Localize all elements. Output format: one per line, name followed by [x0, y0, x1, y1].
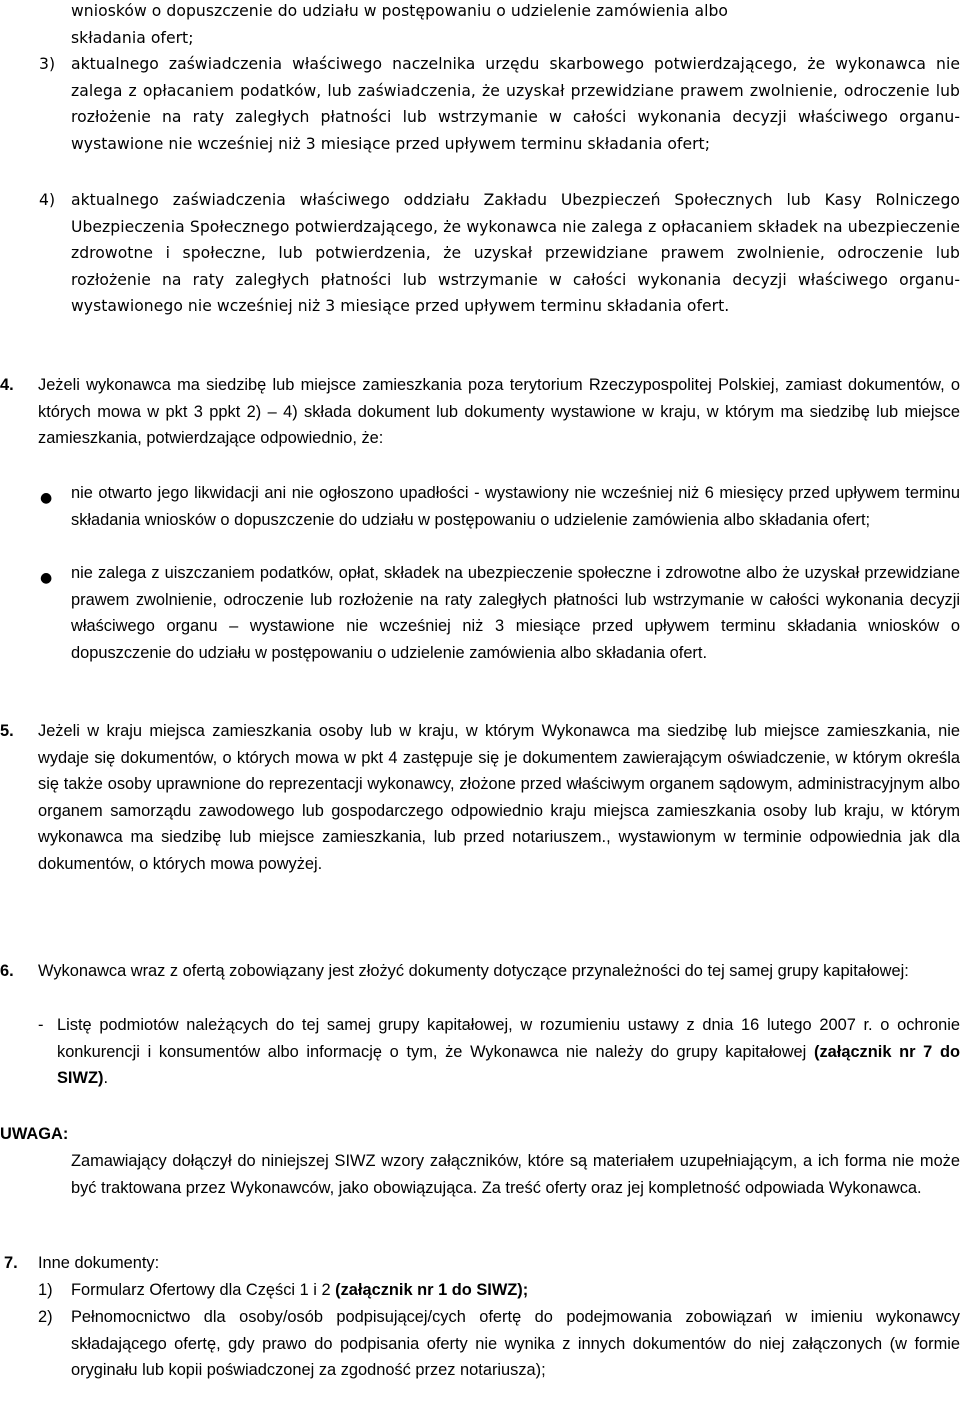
section-6-text: Wykonawca wraz z ofertą zobowiązany jest złożyć dokumenty dotyczące przynależności do tej samej grupy kapitałowej: — [38, 962, 909, 980]
section-6-dash-end: . — [103, 1069, 108, 1088]
section-7-title: Inne dokumenty: — [38, 1254, 160, 1272]
section-6-dash-marker: - — [38, 1016, 44, 1034]
continued-line-1: wniosków o dopuszczenie do udziału w postępowaniu o udzielenie zamówienia albo — [71, 2, 729, 20]
bullet-dot-2: ● — [40, 570, 53, 586]
item-3-text: aktualnego zaświadczenia właściwego naczelnika urzędu skarbowego potwierdzającego, że wykonawca nie zalega z opłacaniem podatków, lub zaświadczenia, że uzyskał przewidziane prawem zwolnienie, odroczenie lub rozłożenie na raty zaległych płatności lub wstrzymanie w całości wykonania decyzji właściwego organu- wystawione nie wcześniej niż 3 miesiące przed upływem terminu składania ofert; — [71, 55, 960, 153]
uwaga-text: Zamawiający dołączył do niniejszej SIWZ wzory załączników, które są materiałem uzupełniającym, a ich forma nie może być traktowana przez Wykonawców, jako obowiązująca. Za treść oferty oraz jej kompletność odpowiada Wykonawca. — [71, 1152, 960, 1197]
section-5-text: Jeżeli w kraju miejsca zamieszkania osoby lub w kraju, w którym Wykonawca ma siedzibę lub miejsce zamieszkania, nie wydaje się dokumentów, o których mowa w pkt 4 zastępuje się je dokumentem zawierającym oświadczenie, w którym określa się także osoby uprawnione do reprezentacji wykonawcy, złożone przed właściwym organem sądowym, administracyjnym albo organem samorządu zawodowego lub gospodarczego odpowiednio kraju miejsca zamieszkania osoby lub kraju, w którym wykonawca ma siedzibę lub miejsce zamieszkania, lub przed notariuszem., wystawionym w terminie odpowiednia jak dla dokumentów, o których mowa powyżej. — [38, 722, 960, 873]
section-7-item-2-text: Pełnomocnictwo dla osoby/osób podpisującej/cych ofertę do podejmowania zobowiązań w imieniu wykonawcy składającego ofertę, gdy prawo do podpisania oferty nie wynika z innych dokumentów do niej załączonych (w formie oryginału lub kopii poświadczonej za zgodność przez notariusza); — [71, 1308, 960, 1380]
section-5-number: 5. — [0, 722, 14, 740]
section-7-item-1-marker: 1) — [38, 1281, 53, 1299]
section-4-bullet-1: nie otwarto jego likwidacji ani nie ogłoszono upadłości - wystawiony nie wcześniej niż 6 miesięcy przed upływem terminu składania wniosków o dopuszczenie do udziału w postępowaniu o udzielenie zamówienia albo składania ofert; — [71, 484, 960, 529]
section-7-item-1 — [71, 1277, 960, 1304]
item-3-marker: 3) — [39, 55, 56, 73]
section-6-dash-text: Listę podmiotów należących do tej samej grupy kapitałowej, w rozumieniu ustawy z dnia 16 lutego 2007 r. o ochronie konkurencji i konsumentów albo informację o tym, że Wykonawca nie należy do grupy kapitałowej — [57, 1016, 960, 1061]
section-4-bullet-2: nie zalega z uiszczaniem podatków, opłat, składek na ubezpieczenie społeczne i zdrowotne albo że uzyskał przewidziane prawem zwolnienie, odroczenie lub rozłożenie na raty zaległych płatności lub wstrzymanie w całości wykonania decyzji właściwego organu – wystawione nie wcześniej niż 3 miesiące przed upływem terminu składania wniosków o dopuszczenie do udziału w postępowaniu o udzielenie zamówienia albo składania ofert. — [71, 564, 960, 662]
section-4-number: 4. — [0, 376, 14, 394]
section-6-number: 6. — [0, 962, 14, 980]
section-7-item-2-marker: 2) — [38, 1308, 53, 1326]
continued-line-2: składania ofert; — [71, 28, 194, 47]
continued-text — [71, 0, 960, 51]
section-4-intro: Jeżeli wykonawca ma siedzibę lub miejsce zamieszkania poza terytorium Rzeczypospolitej Polskiej, zamiast dokumentów, o których mowa w pkt 3 ppkt 2) – 4) składa dokument lub dokumenty wystawione w kraju, w którym ma siedzibę lub miejsce zamieszkania, potwierdzające odpowiednio, że: — [38, 376, 960, 448]
bullet-dot-1: ● — [40, 490, 53, 506]
section-6-dash-item — [57, 1012, 960, 1092]
section-7-item-1-bold: (załącznik nr 1 do SIWZ); — [335, 1281, 529, 1299]
item-4-text: aktualnego zaświadczenia właściwego oddziału Zakładu Ubezpieczeń Społecznych lub Kasy Rolniczego Ubezpieczenia Społecznego potwierdzającego, że wykonawca nie zalega z opłacaniem składek na ubezpieczenie zdrowotne i społeczne, lub potwierdzenia, że uzyskał przewidziane prawem zwolnienie, odroczenie lub rozłożenie na raty zaległych płatności lub wstrzymanie w całości wykonania decyzji właściwego organu-wystawionego nie wcześniej niż 3 miesiące przed upływem terminu składania ofert. — [71, 191, 960, 316]
uwaga-label: UWAGA: — [0, 1125, 69, 1143]
section-7-item-1-text: Formularz Ofertowy dla Części 1 i 2 — [71, 1281, 336, 1299]
section-7-number: 7. — [4, 1254, 18, 1272]
item-4-marker: 4) — [39, 191, 56, 209]
section-6-dash-bold: (załącznik nr 7 do SIWZ) — [57, 1042, 960, 1088]
